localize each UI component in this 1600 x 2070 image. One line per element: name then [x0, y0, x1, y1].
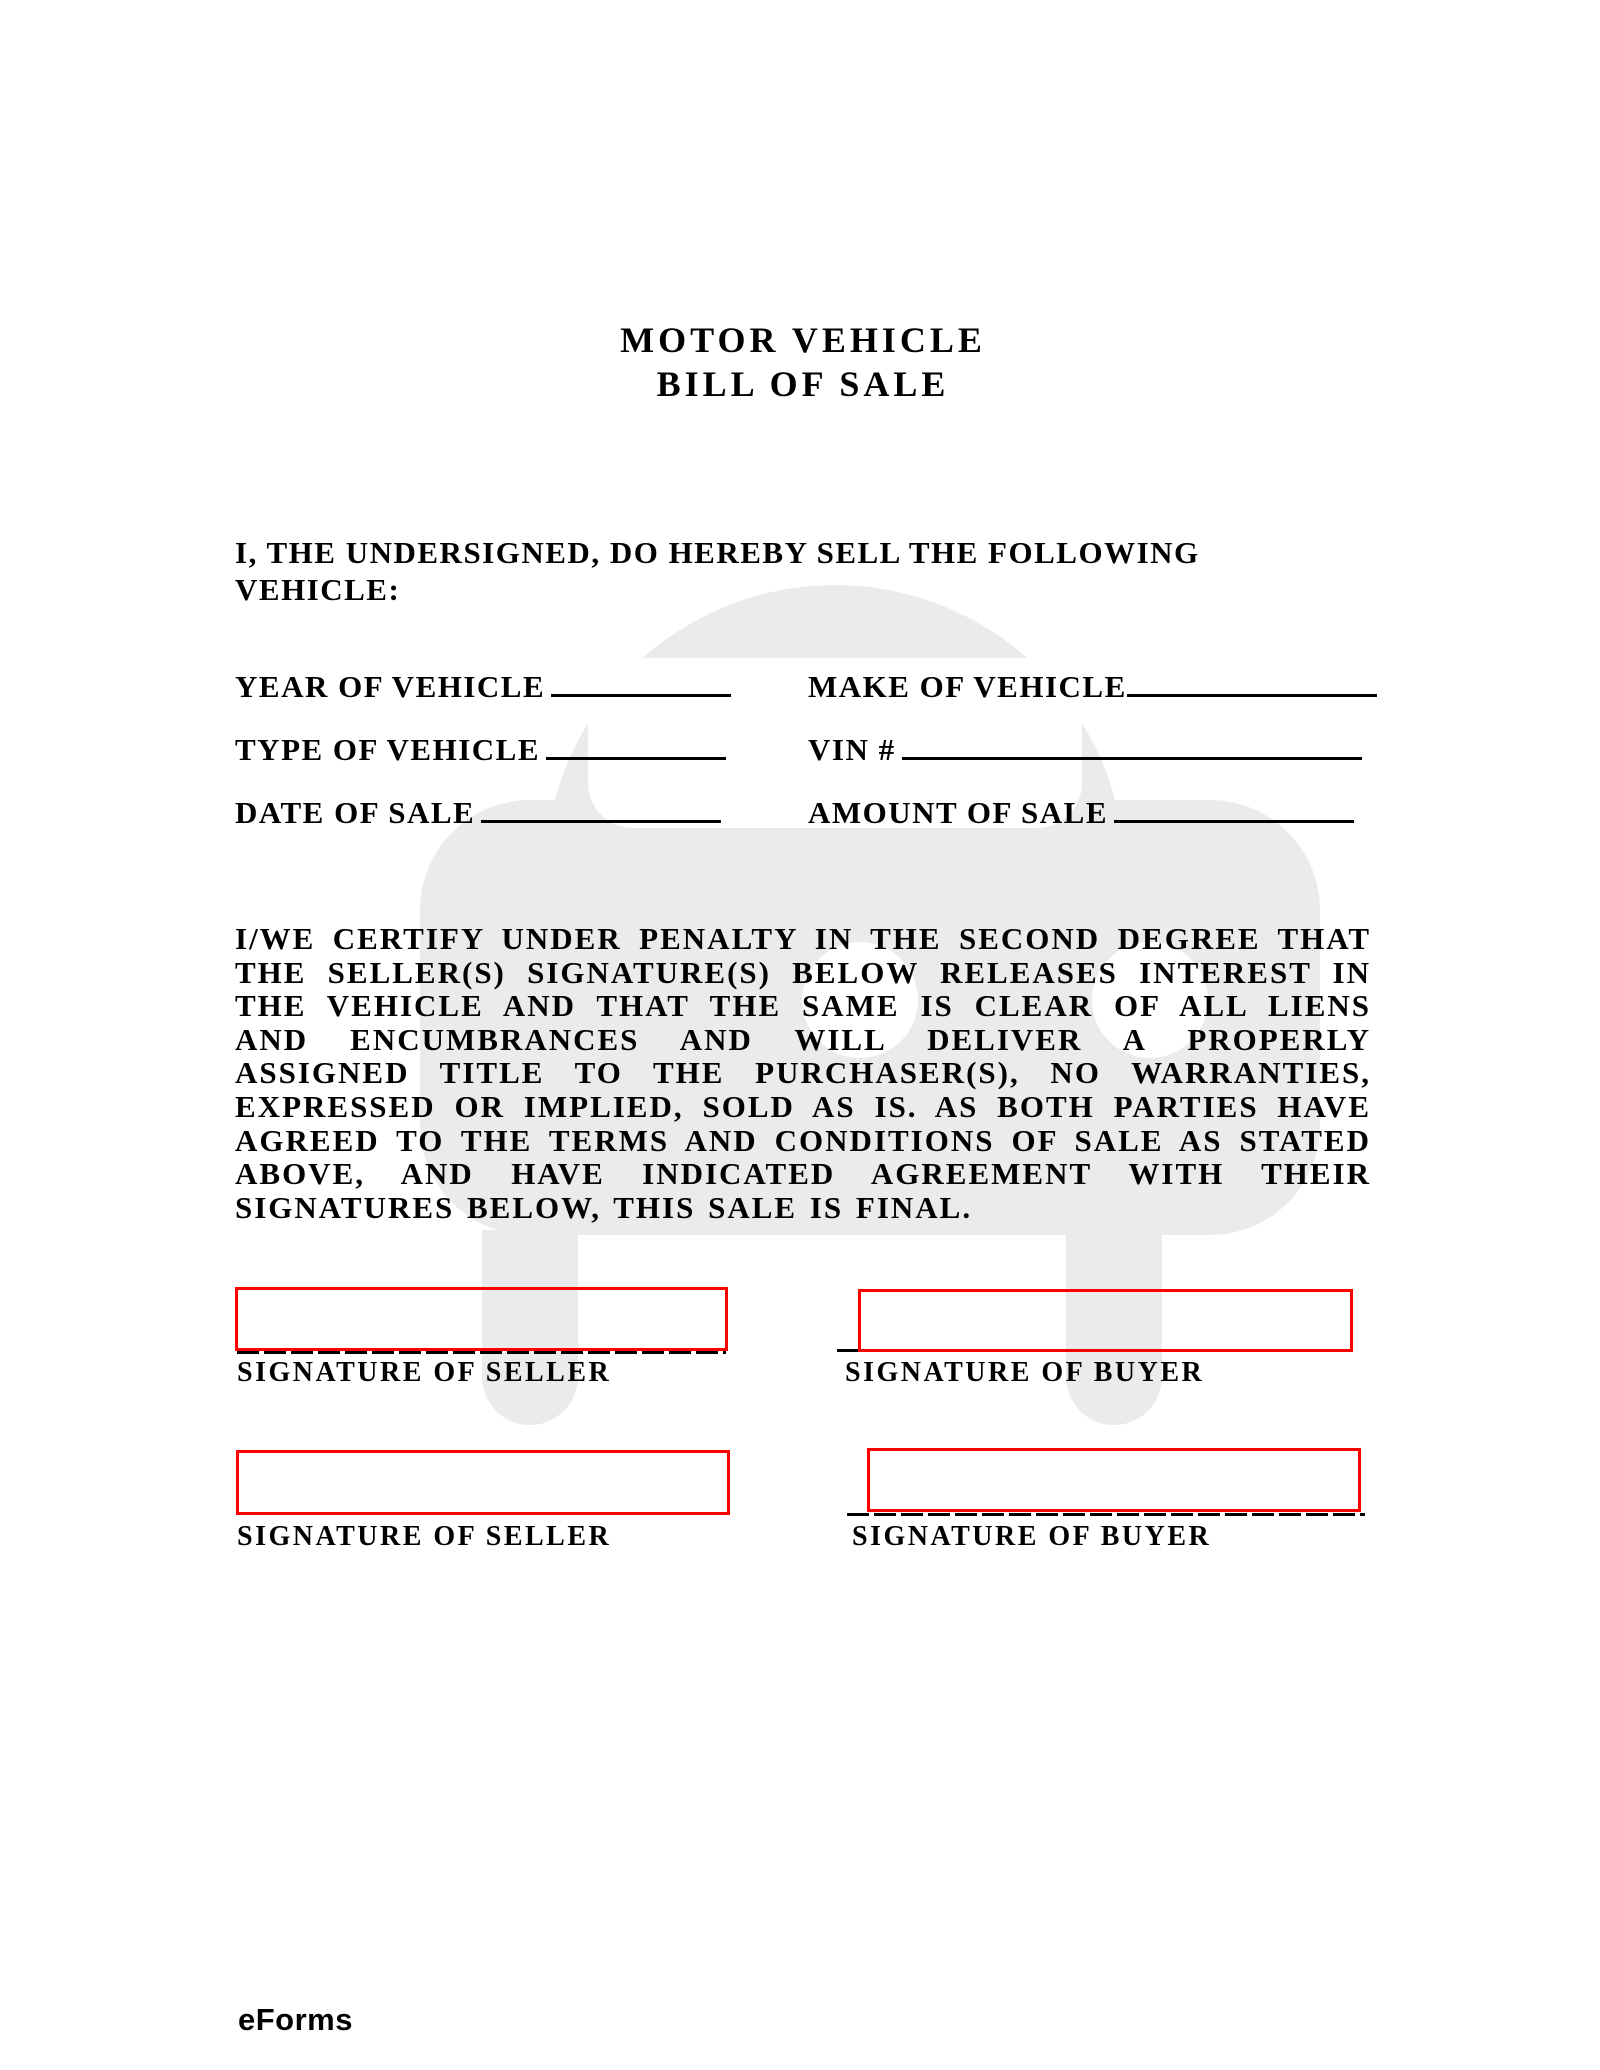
seller-signature-label-1: SIGNATURE OF SELLER	[237, 1357, 612, 1388]
certification-paragraph: I/WE CERTIFY UNDER PENALTY IN THE SECOND DEGREE THAT THE SELLER(S) SIGNATURE(S) BELOW RELEASES INTEREST IN THE VEHICLE AND THAT THE SAME IS CLEAR OF ALL LIENS AND ENCUMBRANCES AND WILL DELIVER A PROPERLY ASSIGNED TITLE TO THE PURCHASER(S), NO WARRANTIES, EXPRESSED OR IMPLIED, SOLD AS IS. AS BOTH PARTIES HAVE AGREED TO THE TERMS AND CONDITIONS OF SALE AS STATED ABOVE, AND HAVE INDICATED AGREEMENT WITH THEIR SIGNATURES BELOW, THIS SALE IS FINAL.	[235, 921, 1371, 1225]
vin-label: VIN #	[808, 732, 896, 767]
make-of-vehicle-field	[808, 668, 1377, 705]
page-title	[235, 318, 1371, 406]
field-row-1	[0, 668, 1600, 708]
vin-input-line[interactable]	[902, 731, 1362, 760]
amount-of-sale-field	[808, 794, 1354, 831]
type-of-vehicle-input-line[interactable]	[546, 731, 726, 760]
date-of-sale-input-line[interactable]	[481, 794, 721, 823]
buyer-signature-label-1: SIGNATURE OF BUYER	[845, 1357, 1205, 1388]
seller-signature-box-2[interactable]	[236, 1450, 730, 1515]
intro-line-2: VEHICLE:	[235, 572, 401, 607]
amount-of-sale-input-line[interactable]	[1114, 794, 1354, 823]
year-of-vehicle-label: YEAR OF VEHICLE	[235, 669, 546, 704]
date-of-sale-field	[235, 794, 721, 831]
year-of-vehicle-field	[235, 668, 731, 705]
vin-field	[808, 731, 1362, 768]
seller-signature-label-2: SIGNATURE OF SELLER	[237, 1521, 612, 1552]
eforms-logo: eForms	[238, 2002, 353, 2037]
amount-of-sale-label: AMOUNT OF SALE	[808, 795, 1109, 830]
buyer-signature-box-1[interactable]	[858, 1289, 1353, 1352]
field-row-2	[0, 731, 1600, 771]
seller-signature-line-1	[237, 1351, 726, 1354]
field-row-3	[0, 794, 1600, 834]
year-of-vehicle-input-line[interactable]	[551, 668, 731, 697]
make-of-vehicle-label: MAKE OF VEHICLE	[808, 669, 1127, 704]
page-title-line-2: BILL OF SALE	[656, 364, 950, 404]
intro-text	[235, 534, 1385, 608]
buyer-signature-box-2[interactable]	[867, 1448, 1361, 1512]
type-of-vehicle-label: TYPE OF VEHICLE	[235, 732, 540, 767]
page-title-line-1: MOTOR VEHICLE	[620, 320, 986, 360]
date-of-sale-label: DATE OF SALE	[235, 795, 476, 830]
buyer-signature-line-2	[847, 1513, 1365, 1516]
intro-line-1: I, THE UNDERSIGNED, DO HEREBY SELL THE FOLLOWING	[235, 535, 1200, 570]
buyer-signature-label-2: SIGNATURE OF BUYER	[852, 1521, 1212, 1552]
type-of-vehicle-field	[235, 731, 726, 768]
seller-signature-box-1[interactable]	[235, 1287, 728, 1351]
make-of-vehicle-input-line[interactable]	[1127, 668, 1377, 697]
